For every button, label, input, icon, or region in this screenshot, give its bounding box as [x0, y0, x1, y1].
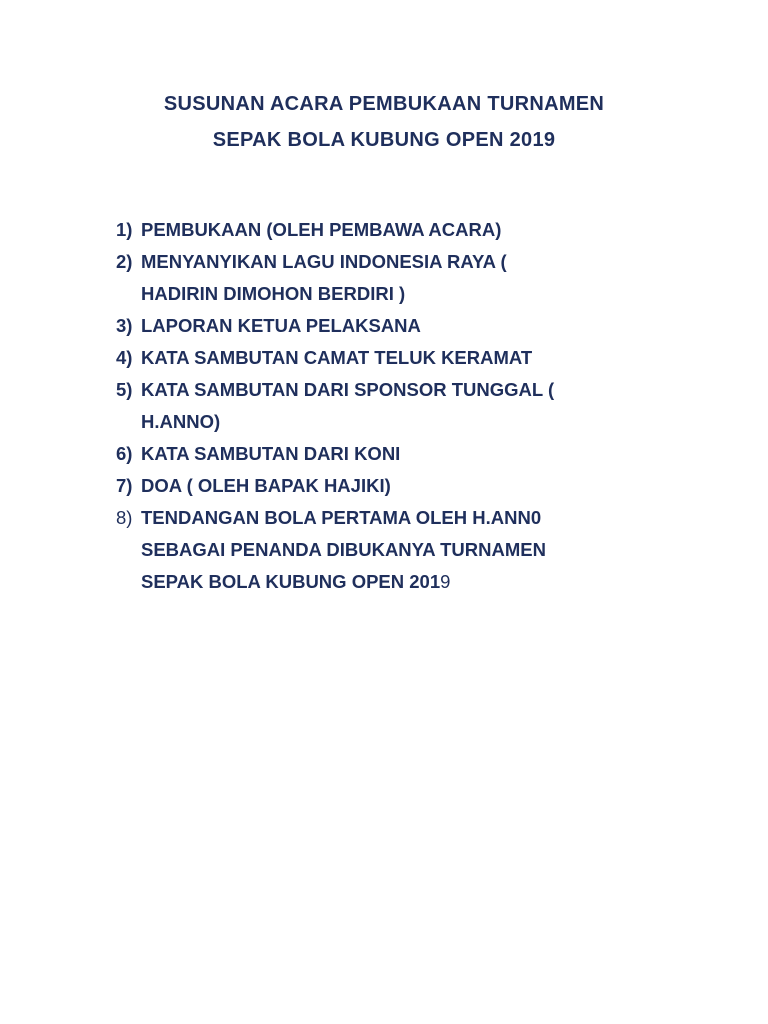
agenda-item-8	[116, 502, 676, 598]
agenda-line: DOA ( OLEH BAPAK HAJIKI)	[141, 475, 391, 496]
agenda-item-5	[116, 374, 676, 438]
agenda-text	[141, 342, 676, 374]
agenda-text	[141, 246, 676, 310]
agenda-number: 6)	[116, 443, 133, 464]
agenda-item-6	[116, 438, 676, 470]
agenda-line: PEMBUKAAN (OLEH PEMBAWA ACARA)	[141, 219, 502, 240]
agenda-line: SEPAK BOLA KUBUNG OPEN 201	[141, 571, 441, 592]
agenda-line: MENYANYIKAN LAGU INDONESIA RAYA (	[141, 251, 507, 272]
agenda-number: 1)	[116, 219, 133, 240]
agenda-line: KATA SAMBUTAN DARI SPONSOR TUNGGAL (	[141, 379, 555, 400]
agenda-line: H.ANNO)	[141, 411, 221, 432]
agenda-item-1	[116, 214, 676, 246]
agenda-item-4	[116, 342, 676, 374]
agenda-text	[141, 438, 676, 470]
agenda-text	[141, 214, 676, 246]
agenda-line: KATA SAMBUTAN CAMAT TELUK KERAMAT	[141, 347, 533, 368]
agenda-line: KATA SAMBUTAN DARI KONI	[141, 443, 401, 464]
agenda-number: 8)	[116, 507, 133, 528]
agenda-text	[141, 310, 676, 342]
agenda-line: LAPORAN KETUA PELAKSANA	[141, 315, 421, 336]
agenda-number: 7)	[116, 475, 133, 496]
title-line-2: SEPAK BOLA KUBUNG OPEN 2019	[212, 129, 556, 151]
agenda-item-3	[116, 310, 676, 342]
agenda-line: HADIRIN DIMOHON BERDIRI )	[141, 283, 406, 304]
agenda-text	[141, 502, 676, 598]
agenda-list	[116, 214, 676, 598]
agenda-line: SEBAGAI PENANDA DIBUKANYA TURNAMEN	[141, 539, 546, 560]
agenda-line-tail: 9	[440, 571, 451, 592]
title-line-1: SUSUNAN ACARA PEMBUKAAN TURNAMEN	[163, 93, 605, 115]
agenda-number: 2)	[116, 251, 133, 272]
agenda-text	[141, 470, 676, 502]
agenda-item-2	[116, 246, 676, 310]
agenda-number: 4)	[116, 347, 133, 368]
agenda-number: 5)	[116, 379, 133, 400]
agenda-number: 3)	[116, 315, 133, 336]
agenda-text	[141, 374, 676, 438]
agenda-line: TENDANGAN BOLA PERTAMA OLEH H.ANN0	[141, 507, 542, 528]
agenda-item-7	[116, 470, 676, 502]
